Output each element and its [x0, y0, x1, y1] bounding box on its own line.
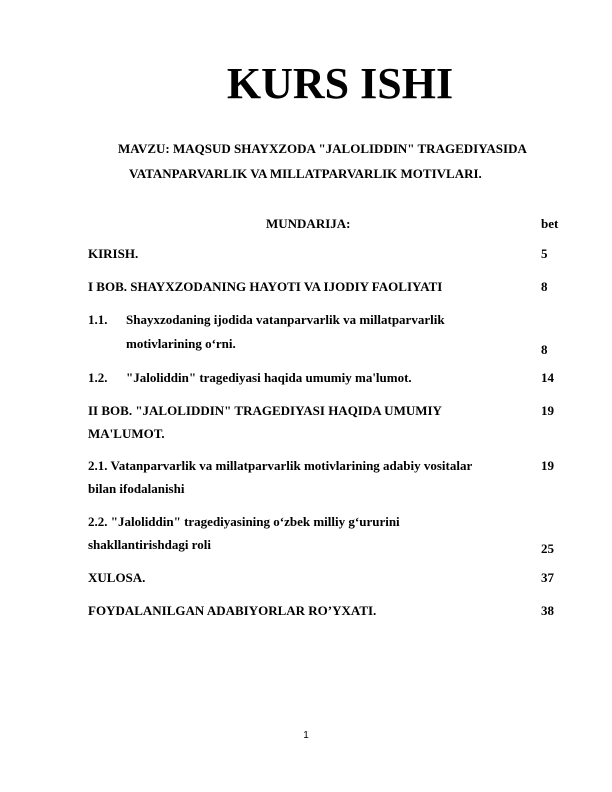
toc-page-xulosa: 37: [541, 570, 554, 585]
toc-page-kirish: 5: [541, 246, 548, 261]
toc-num-1-2: 1.2.: [88, 370, 108, 385]
toc-entry-2-2-line1: 2.2. "Jaloliddin" tragediyasining o‘zbek milliy g‘ururini: [88, 514, 400, 529]
toc-entry-bob2-line2: MA'LUMOT.: [88, 426, 165, 441]
toc-page-2-1: 19: [541, 458, 554, 473]
toc-entry-xulosa: XULOSA.: [88, 570, 146, 585]
page-title: KURS ISHI: [226, 59, 454, 108]
page-number: 1: [303, 730, 309, 741]
toc-entry-adabiyot: FOYDALANILGAN ADABIYORLAR RO’YXATI.: [88, 603, 377, 618]
toc-entry-1-1-line2: motivlarining o‘rni.: [126, 336, 236, 351]
toc-entry-2-1-line2: bilan ifodalanishi: [88, 481, 185, 496]
toc-entry-kirish: KIRISH.: [88, 246, 139, 261]
toc-entry-bob2-line1: II BOB. "JALOLIDDIN" TRAGEDIYASI HAQIDA UMUMIY: [88, 403, 442, 418]
toc-page-bob1: 8: [541, 279, 548, 294]
toc-page-1-2: 14: [541, 370, 554, 385]
topic-line-2: VATANPARVARLIK VA MILLATPARVARLIK MOTIVLARI.: [129, 166, 482, 181]
toc-num-1-1: 1.1.: [88, 312, 108, 327]
toc-page-2-2: 25: [541, 541, 554, 556]
toc-page-adabiyot: 38: [541, 603, 554, 618]
toc-entry-2-2-line2: shakllantirishdagi roli: [88, 537, 211, 552]
toc-entry-1-1-line1: Shayxzodaning ijodida vatanparvarlik va millatparvarlik: [126, 312, 445, 327]
toc-page-header: bet: [541, 216, 559, 231]
topic-line-1: MAVZU: MAQSUD SHAYXZODA "JALOLIDDIN" TRAGEDIYASIDA: [118, 141, 527, 156]
toc-entry-1-2: "Jaloliddin" tragediyasi haqida umumiy ma'lumot.: [126, 370, 412, 385]
toc-page-1-1: 8: [541, 342, 548, 357]
toc-heading: MUNDARIJA:: [266, 216, 351, 231]
toc-entry-bob1: I BOB. SHAYXZODANING HAYOTI VA IJODIY FAOLIYATI: [88, 279, 443, 294]
toc-page-bob2: 19: [541, 403, 554, 418]
toc-entry-2-1-line1: 2.1. Vatanparvarlik va millatparvarlik motivlarining adabiy vositalar: [88, 458, 473, 473]
